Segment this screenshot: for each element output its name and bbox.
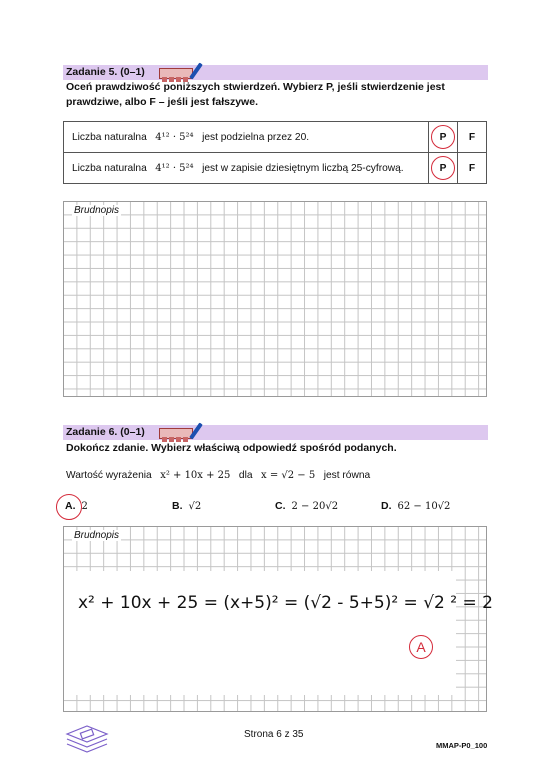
task6-title: Zadanie 6. (0–1) — [66, 426, 145, 438]
selected-answer-circle — [56, 494, 82, 520]
task6-question: Wartość wyrażenia x² + 10x + 25 dla x = √2 − 5 jest równa — [66, 470, 371, 481]
handwritten-solution: x² + 10x + 25 = (x+5)² = (√2 - 5+5)² = √2 ² = 2 — [78, 593, 493, 613]
task6-scratchpad[interactable] — [63, 526, 493, 712]
difficulty-stamp-icon — [159, 428, 193, 439]
option-b[interactable]: B. √2 — [172, 500, 202, 512]
condition: x = √2 − 5 — [261, 470, 316, 481]
handwriting-area — [64, 571, 456, 695]
statement-text: Liczba naturalna 4¹² · 5²⁴ jest w zapisie dziesiętnym liczbą 25-cyfrową. — [64, 153, 429, 184]
task6-header — [63, 425, 488, 440]
statement-math: 4¹² · 5²⁴ — [155, 162, 194, 174]
statement-row-2 — [64, 153, 487, 184]
stack-logo-icon — [64, 722, 110, 754]
task5-header — [63, 65, 488, 80]
true-false-table — [63, 121, 487, 184]
task5-instruction: Oceń prawdziwość poniższych stwierdzeń. Wybierz P, jeśli stwierdzenie jest prawdziwe, albo F – jeśli jest fałszywe. — [66, 81, 445, 108]
scratchpad-label: Brudnopis — [74, 205, 120, 216]
option-f[interactable]: F — [458, 153, 487, 184]
option-c[interactable]: C. 2 − 20√2 — [275, 500, 339, 512]
task5-scratchpad[interactable] — [63, 201, 487, 397]
statement-math: 4¹² · 5²⁴ — [155, 131, 194, 143]
option-p[interactable]: P — [429, 153, 458, 184]
task6-instruction: Dokończ zdanie. Wybierz właściwą odpowiedź spośród podanych. — [66, 442, 397, 454]
handwritten-answer-circle: A — [409, 635, 433, 659]
selected-answer-circle — [431, 156, 455, 180]
expression: x² + 10x + 25 — [160, 470, 231, 481]
statement-row-1 — [64, 122, 487, 153]
option-f[interactable]: F — [458, 122, 487, 153]
selected-answer-circle — [431, 125, 455, 149]
task5-title: Zadanie 5. (0–1) — [66, 66, 145, 78]
page-number: Strona 6 z 35 — [244, 729, 304, 740]
difficulty-stamp-icon — [159, 68, 193, 79]
scratchpad-label: Brudnopis — [74, 530, 120, 541]
document-code: MMAP-P0_100 — [436, 741, 488, 750]
option-p[interactable]: P — [429, 122, 458, 153]
statement-text: Liczba naturalna 4¹² · 5²⁴ jest podzielna przez 20. — [64, 122, 429, 153]
option-a[interactable]: A. 2 — [65, 500, 88, 512]
option-d[interactable]: D. 62 − 10√2 — [381, 500, 451, 512]
